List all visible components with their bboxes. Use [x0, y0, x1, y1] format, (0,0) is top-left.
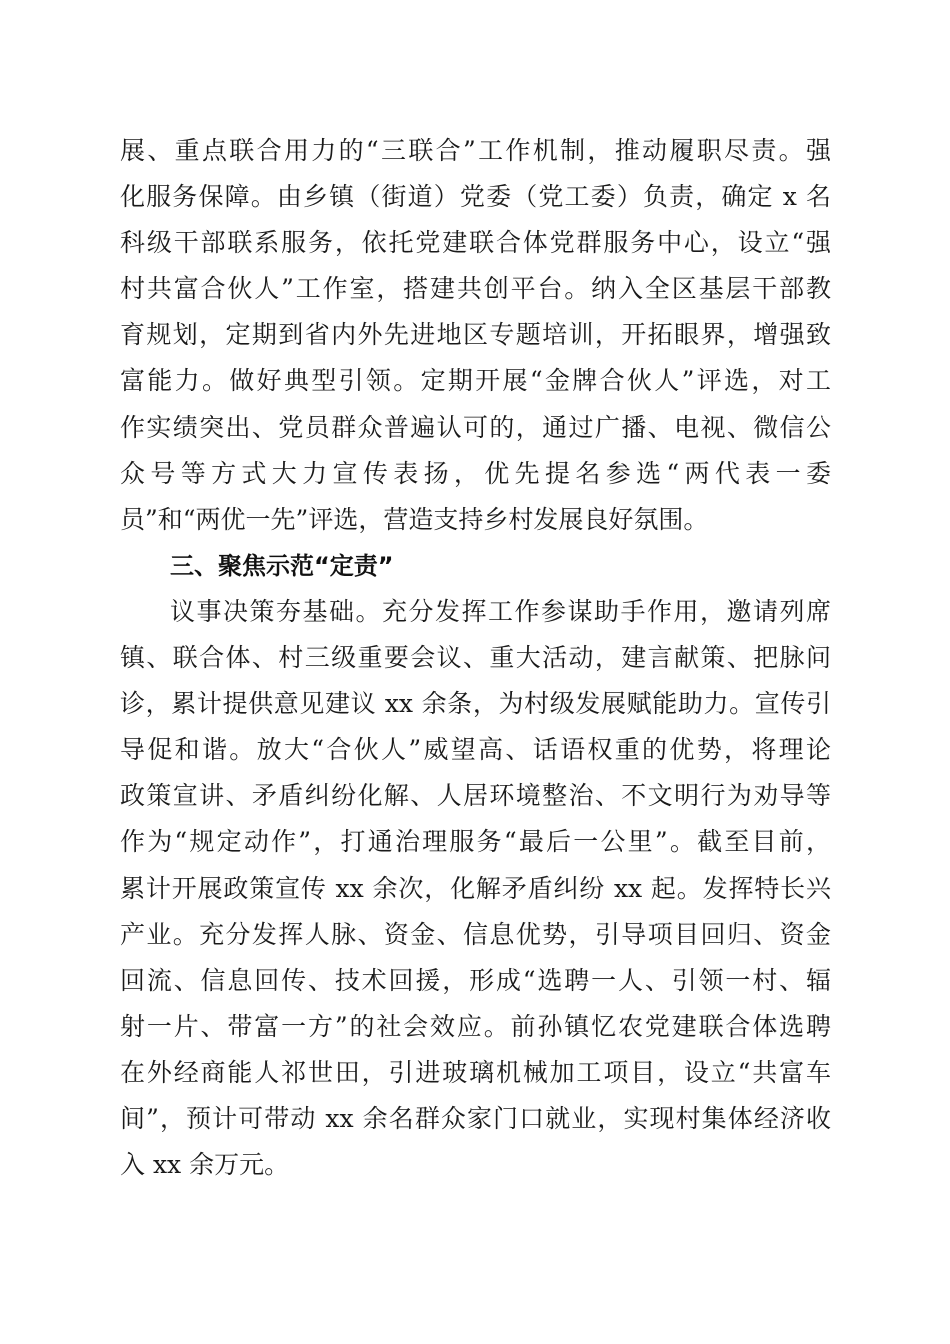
- text-line: 镇、联合体、村三级重要会议、重大活动，建言献策、把脉问: [120, 643, 831, 673]
- text-line: 科级干部联系服务，依托党建联合体党群服务中心，设立“强: [120, 228, 831, 258]
- section-heading: 三、聚焦示范“定责”: [170, 551, 394, 580]
- text-line: 化服务保障。由乡镇（街道）党委（党工委）负责，确定 x 名: [120, 182, 831, 212]
- text-line: 间”，预计可带动 xx 余名群众家门口就业，实现村集体经济收: [120, 1103, 831, 1133]
- text-line: 累计开展政策宣传 xx 余次，化解矛盾纠纷 xx 起。发挥特长兴: [120, 873, 831, 903]
- text-line: 诊，累计提供意见建议 xx 余条，为村级发展赋能助力。宣传引: [120, 689, 831, 719]
- text-line: 入 xx 余万元。: [120, 1150, 290, 1180]
- text-line: 众号等方式大力宣传表扬，优先提名参选“两代表一委: [120, 458, 831, 488]
- text-line: 员”和“两优一先”评选，营造支持乡村发展良好氛围。: [120, 504, 709, 534]
- text-line: 射一片、带富一方”的社会效应。前孙镇忆农党建联合体选聘: [120, 1011, 831, 1041]
- text-line: 展、重点联合用力的“三联合”工作机制，推动履职尽责。强: [120, 136, 831, 165]
- text-line: 育规划，定期到省内外先进地区专题培训，开拓眼界，增强致: [120, 320, 831, 350]
- text-line: 富能力。做好典型引领。定期开展“金牌合伙人”评选，对工: [120, 366, 831, 396]
- paragraph-1: [120, 128, 831, 543]
- text-line: 作实绩突出、党员群众普遍认可的，通过广播、电视、微信公: [120, 412, 831, 442]
- text-line: 村共富合伙人”工作室，搭建共创平台。纳入全区基层干部教: [120, 274, 831, 304]
- text-line: 在外经商能人祁世田，引进玻璃机械加工项目，设立“共富车: [120, 1057, 831, 1087]
- text-line: 产业。充分发挥人脉、资金、信息优势，引导项目回归、资金: [120, 919, 831, 949]
- text-line: 政策宣讲、矛盾纠纷化解、人居环境整治、不文明行为劝导等: [120, 781, 831, 811]
- paragraph-2: [120, 589, 831, 1188]
- document-body: [120, 128, 831, 1188]
- text-line: 议事决策夯基础。充分发挥工作参谋助手作用，邀请列席: [170, 596, 831, 626]
- text-line: 作为“规定动作”，打通治理服务“最后一公里”。截至目前，: [120, 827, 831, 857]
- text-line: 导促和谐。放大“合伙人”威望高、话语权重的优势，将理论: [120, 735, 831, 765]
- text-line: 回流、信息回传、技术回援，形成“选聘一人、引领一村、辐: [120, 965, 831, 995]
